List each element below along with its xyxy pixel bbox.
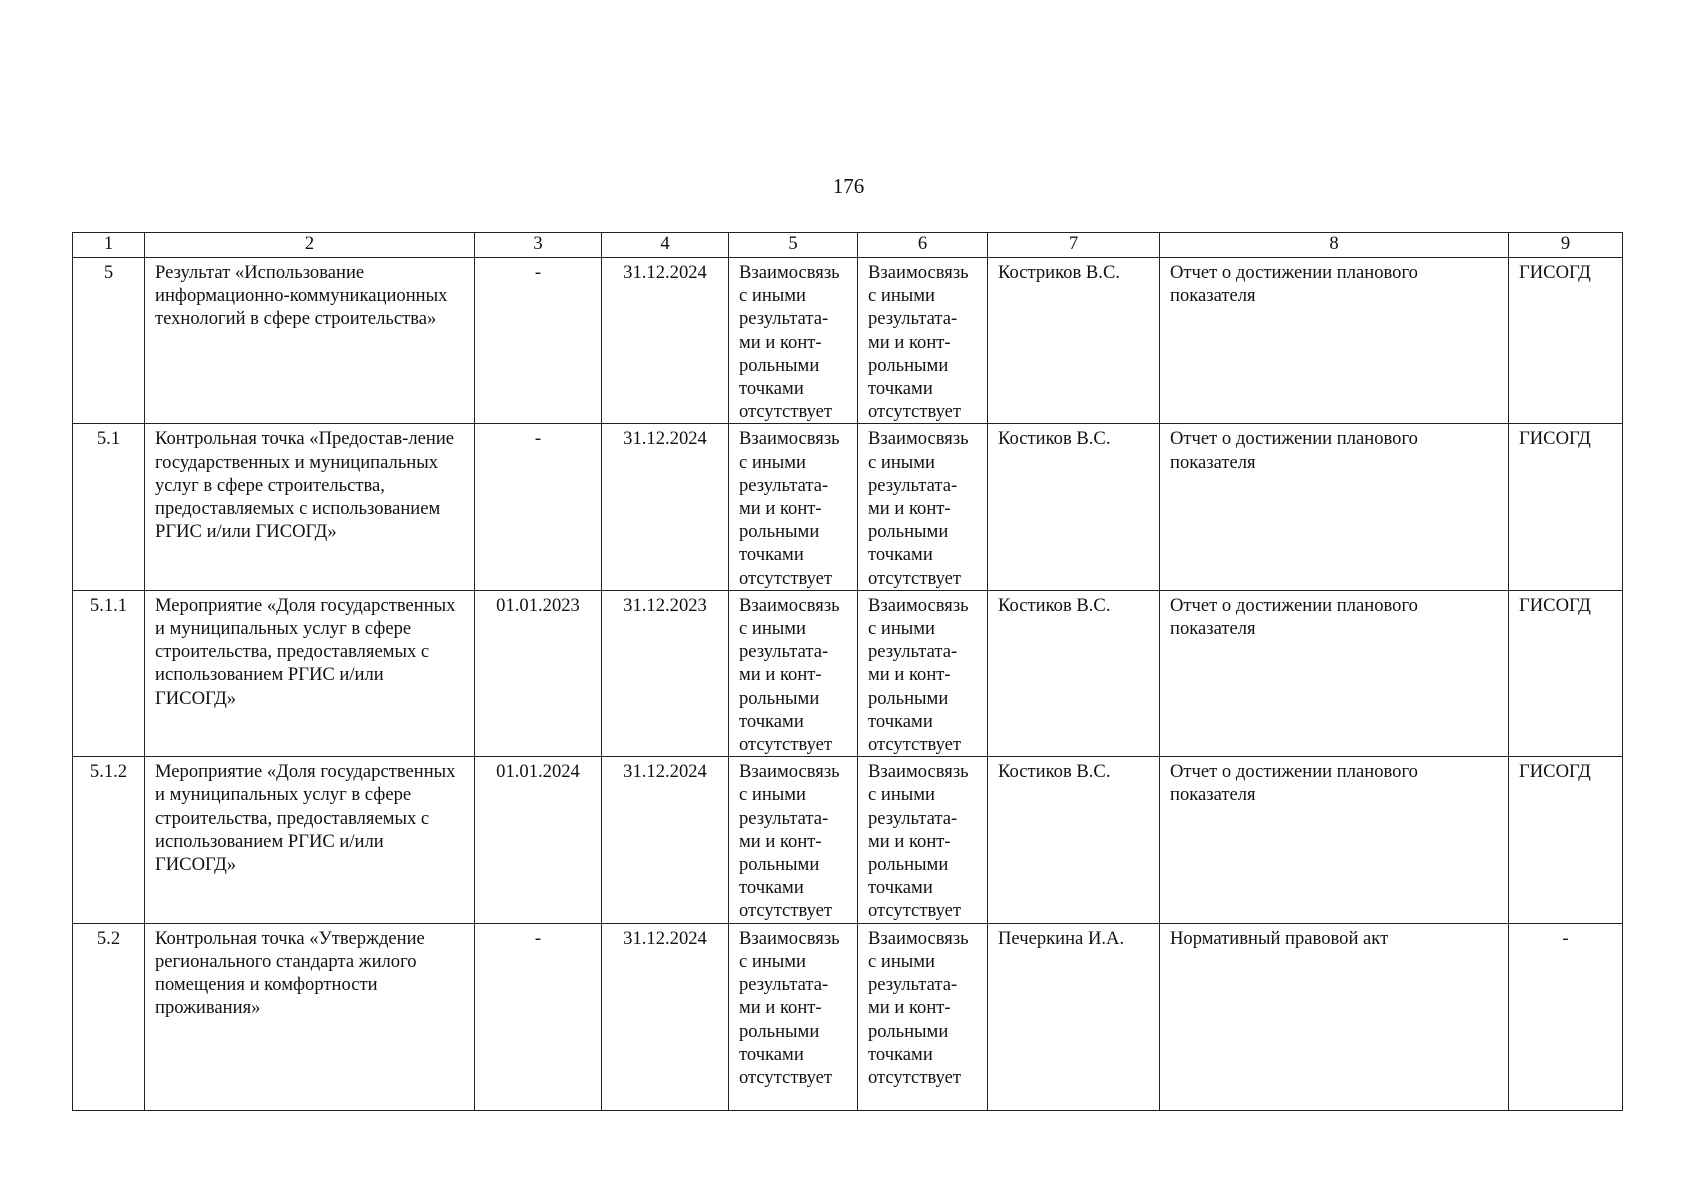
responsible: Костриков В.С. bbox=[988, 258, 1160, 424]
document-type: Нормативный правовой акт bbox=[1160, 923, 1509, 1110]
row-number: 5.1.1 bbox=[73, 590, 145, 756]
end-date: 31.12.2023 bbox=[602, 590, 729, 756]
row-number: 5.2 bbox=[73, 923, 145, 1110]
row-name: Контрольная точка «Предостав-ление государственных и муниципальных услуг в сфере строительства, предоставляемых с использованием РГИС и/или ГИСОГД» bbox=[145, 424, 475, 590]
column-header: 7 bbox=[988, 233, 1160, 258]
table-row bbox=[73, 590, 1623, 756]
info-system: - bbox=[1509, 923, 1623, 1110]
info-system: ГИСОГД bbox=[1509, 590, 1623, 756]
link-prev: Взаимосвязь с иными результата-ми и конт-рольными точками отсутствует bbox=[729, 258, 858, 424]
results-table bbox=[72, 232, 1623, 1111]
table-row bbox=[73, 258, 1623, 424]
row-number: 5.1.2 bbox=[73, 757, 145, 923]
start-date: - bbox=[475, 424, 602, 590]
link-prev: Взаимосвязь с иными результата-ми и конт-рольными точками отсутствует bbox=[729, 590, 858, 756]
table-row bbox=[73, 923, 1623, 1110]
column-header: 6 bbox=[858, 233, 988, 258]
column-header: 8 bbox=[1160, 233, 1509, 258]
document-type: Отчет о достижении планового показателя bbox=[1160, 590, 1509, 756]
start-date: 01.01.2023 bbox=[475, 590, 602, 756]
page-number: 176 bbox=[832, 174, 865, 198]
link-next: Взаимосвязь с иными результата-ми и конт-рольными точками отсутствует bbox=[858, 424, 988, 590]
end-date: 31.12.2024 bbox=[602, 757, 729, 923]
end-date: 31.12.2024 bbox=[602, 424, 729, 590]
column-header: 1 bbox=[73, 233, 145, 258]
column-header: 9 bbox=[1509, 233, 1623, 258]
link-next: Взаимосвязь с иными результата-ми и конт-рольными точками отсутствует bbox=[858, 757, 988, 923]
column-header: 5 bbox=[729, 233, 858, 258]
document-type: Отчет о достижении планового показателя bbox=[1160, 757, 1509, 923]
row-name: Мероприятие «Доля государственных и муниципальных услуг в сфере строительства, предоставляемых с использованием РГИС и/или ГИСОГД» bbox=[145, 757, 475, 923]
column-header: 4 bbox=[602, 233, 729, 258]
table-header-row bbox=[73, 233, 1623, 258]
start-date: 01.01.2024 bbox=[475, 757, 602, 923]
responsible: Печеркина И.А. bbox=[988, 923, 1160, 1110]
table-row bbox=[73, 757, 1623, 923]
link-prev: Взаимосвязь с иными результата-ми и конт-рольными точками отсутствует bbox=[729, 757, 858, 923]
end-date: 31.12.2024 bbox=[602, 258, 729, 424]
info-system: ГИСОГД bbox=[1509, 258, 1623, 424]
column-header: 2 bbox=[145, 233, 475, 258]
table-row bbox=[73, 424, 1623, 590]
link-next: Взаимосвязь с иными результата-ми и конт-рольными точками отсутствует bbox=[858, 590, 988, 756]
row-name: Результат «Использование информационно-коммуникационных технологий в сфере строительства» bbox=[145, 258, 475, 424]
row-name: Контрольная точка «Утверждение регионального стандарта жилого помещения и комфортности проживания» bbox=[145, 923, 475, 1110]
info-system: ГИСОГД bbox=[1509, 424, 1623, 590]
link-next: Взаимосвязь с иными результата-ми и конт-рольными точками отсутствует bbox=[858, 258, 988, 424]
document-type: Отчет о достижении планового показателя bbox=[1160, 424, 1509, 590]
responsible: Костиков В.С. bbox=[988, 424, 1160, 590]
end-date: 31.12.2024 bbox=[602, 923, 729, 1110]
row-number: 5.1 bbox=[73, 424, 145, 590]
link-next: Взаимосвязь с иными результата-ми и конт-рольными точками отсутствует bbox=[858, 923, 988, 1110]
column-header: 3 bbox=[475, 233, 602, 258]
link-prev: Взаимосвязь с иными результата-ми и конт-рольными точками отсутствует bbox=[729, 424, 858, 590]
responsible: Костиков В.С. bbox=[988, 590, 1160, 756]
row-number: 5 bbox=[73, 258, 145, 424]
start-date: - bbox=[475, 258, 602, 424]
link-prev: Взаимосвязь с иными результата-ми и конт-рольными точками отсутствует bbox=[729, 923, 858, 1110]
start-date: - bbox=[475, 923, 602, 1110]
document-type: Отчет о достижении планового показателя bbox=[1160, 258, 1509, 424]
responsible: Костиков В.С. bbox=[988, 757, 1160, 923]
row-name: Мероприятие «Доля государственных и муниципальных услуг в сфере строительства, предоставляемых с использованием РГИС и/или ГИСОГД» bbox=[145, 590, 475, 756]
info-system: ГИСОГД bbox=[1509, 757, 1623, 923]
